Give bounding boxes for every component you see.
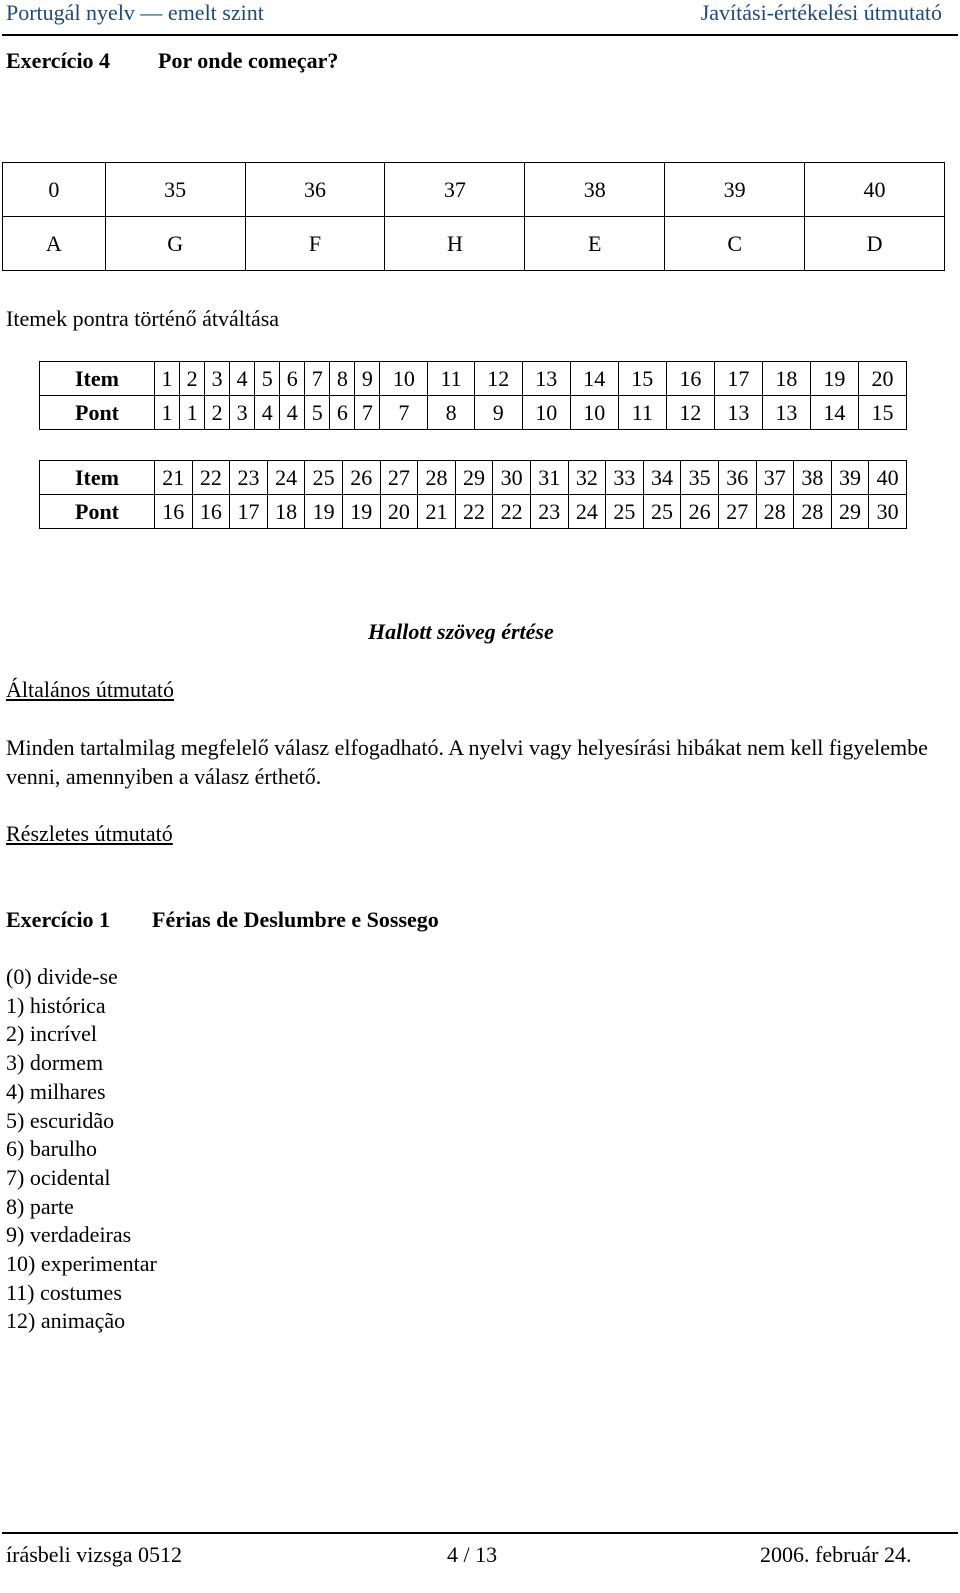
point-cell: 13 bbox=[714, 396, 762, 430]
point-cell: 12 bbox=[666, 396, 714, 430]
list-item: 11) costumes bbox=[6, 1279, 122, 1305]
point-cell: 17 bbox=[230, 495, 268, 529]
point-cell: 11 bbox=[618, 396, 666, 430]
point-cell: 4 bbox=[255, 396, 280, 430]
section-title: Hallott szöveg értése bbox=[368, 619, 554, 644]
point-cell: 7 bbox=[380, 396, 428, 430]
answer-key-number: 35 bbox=[105, 163, 245, 217]
item-cell: 31 bbox=[530, 461, 568, 495]
item-cell: 39 bbox=[831, 461, 869, 495]
point-cell: 6 bbox=[330, 396, 355, 430]
exercise4-heading bbox=[6, 48, 339, 74]
point-cell: 1 bbox=[180, 396, 205, 430]
conversion-title: Itemek pontra történő átváltása bbox=[6, 306, 280, 331]
point-cell: 22 bbox=[493, 495, 531, 529]
point-cell: 19 bbox=[305, 495, 343, 529]
item-cell: 20 bbox=[858, 362, 906, 396]
footer-rule bbox=[2, 1532, 958, 1534]
point-cell: 3 bbox=[230, 396, 255, 430]
point-cell: 24 bbox=[568, 495, 606, 529]
point-cell: 7 bbox=[355, 396, 380, 430]
answer-key-number: 0 bbox=[3, 163, 106, 217]
list-item: 4) milhares bbox=[6, 1078, 106, 1104]
item-cell: 33 bbox=[606, 461, 644, 495]
point-cell: 8 bbox=[428, 396, 474, 430]
point-cell: 26 bbox=[681, 495, 719, 529]
points-table-2 bbox=[39, 460, 907, 529]
answer-key-letter: D bbox=[805, 217, 945, 271]
item-cell: 5 bbox=[255, 362, 280, 396]
point-cell: 25 bbox=[643, 495, 681, 529]
point-cell: 10 bbox=[570, 396, 618, 430]
point-cell: 23 bbox=[530, 495, 568, 529]
answer-key-number: 39 bbox=[665, 163, 805, 217]
point-cell: 21 bbox=[418, 495, 456, 529]
point-cell: 22 bbox=[455, 495, 493, 529]
point-cell: 16 bbox=[192, 495, 230, 529]
detailed-guide-heading: Részletes útmutató bbox=[6, 821, 173, 846]
item-cell: 3 bbox=[205, 362, 230, 396]
point-cell: 20 bbox=[380, 495, 418, 529]
item-cell: 2 bbox=[180, 362, 205, 396]
exercise4-title: Por onde começar? bbox=[158, 48, 339, 73]
list-item: 7) ocidental bbox=[6, 1164, 111, 1190]
item-cell: 29 bbox=[455, 461, 493, 495]
item-cell: 36 bbox=[718, 461, 756, 495]
answer-key-numbers-row bbox=[3, 163, 945, 217]
point-cell: 2 bbox=[205, 396, 230, 430]
item-cell: 17 bbox=[714, 362, 762, 396]
list-item: 5) escuridão bbox=[6, 1107, 115, 1133]
point-cell: 30 bbox=[869, 495, 907, 529]
list-item: 3) dormem bbox=[6, 1050, 104, 1076]
item-row-header: Item bbox=[40, 362, 155, 396]
footer-page-number: 4 / 13 bbox=[447, 1542, 498, 1567]
item-cell: 26 bbox=[342, 461, 380, 495]
header-right: Javítási-értékelési útmutató bbox=[700, 0, 942, 25]
item-cell: 10 bbox=[380, 362, 428, 396]
item-cell: 40 bbox=[869, 461, 907, 495]
answer-key-letter: F bbox=[245, 217, 385, 271]
item-cell: 27 bbox=[380, 461, 418, 495]
table-row bbox=[40, 495, 907, 529]
point-cell: 16 bbox=[155, 495, 193, 529]
point-cell: 28 bbox=[794, 495, 832, 529]
point-cell: 9 bbox=[474, 396, 522, 430]
point-cell: 28 bbox=[756, 495, 794, 529]
item-cell: 30 bbox=[493, 461, 531, 495]
footer-left: írásbeli vizsga 0512 bbox=[6, 1542, 182, 1567]
item-cell: 12 bbox=[474, 362, 522, 396]
answer-key-number: 37 bbox=[385, 163, 525, 217]
list-item: 6) barulho bbox=[6, 1136, 98, 1162]
answer-key-letter: A bbox=[3, 217, 106, 271]
exercise4-label: Exercício 4 bbox=[6, 48, 111, 73]
answer-key-letters-row bbox=[3, 217, 945, 271]
footer-date: 2006. február 24. bbox=[760, 1542, 912, 1567]
point-cell: 13 bbox=[762, 396, 810, 430]
item-cell: 9 bbox=[355, 362, 380, 396]
item-cell: 34 bbox=[643, 461, 681, 495]
item-cell: 8 bbox=[330, 362, 355, 396]
item-cell: 22 bbox=[192, 461, 230, 495]
item-cell: 24 bbox=[267, 461, 305, 495]
point-cell: 4 bbox=[280, 396, 305, 430]
item-row-header: Item bbox=[40, 461, 155, 495]
item-cell: 13 bbox=[522, 362, 570, 396]
item-cell: 6 bbox=[280, 362, 305, 396]
list-item: 10) experimentar bbox=[6, 1251, 157, 1277]
header-left: Portugál nyelv — emelt szint bbox=[6, 0, 264, 25]
list-item: 9) verdadeiras bbox=[6, 1222, 132, 1248]
point-row-header: Pont bbox=[40, 396, 155, 430]
general-guide-text: Minden tartalmilag megfelelő válasz elfogadható. A nyelvi vagy helyesírási hibákat nem kell figyelembe venni, amennyiben a válasz érthető. bbox=[6, 735, 928, 789]
list-item: 1) histórica bbox=[6, 992, 106, 1018]
item-cell: 11 bbox=[428, 362, 474, 396]
answer-key-table bbox=[2, 162, 945, 271]
point-cell: 10 bbox=[522, 396, 570, 430]
table-row bbox=[40, 461, 907, 495]
item-cell: 28 bbox=[418, 461, 456, 495]
list-item: 2) incrível bbox=[6, 1021, 98, 1047]
answer-key-letter: G bbox=[105, 217, 245, 271]
exercise1-heading bbox=[6, 907, 439, 933]
answer-key-letter: C bbox=[665, 217, 805, 271]
table-row bbox=[40, 396, 907, 430]
item-cell: 37 bbox=[756, 461, 794, 495]
answer-key-number: 40 bbox=[805, 163, 945, 217]
item-cell: 32 bbox=[568, 461, 606, 495]
item-cell: 1 bbox=[155, 362, 180, 396]
item-cell: 15 bbox=[618, 362, 666, 396]
item-cell: 4 bbox=[230, 362, 255, 396]
point-cell: 5 bbox=[305, 396, 330, 430]
table-row bbox=[40, 362, 907, 396]
point-cell: 29 bbox=[831, 495, 869, 529]
point-cell: 18 bbox=[267, 495, 305, 529]
point-cell: 27 bbox=[718, 495, 756, 529]
item-cell: 14 bbox=[570, 362, 618, 396]
list-item: 12) animação bbox=[6, 1308, 126, 1334]
answer-key-number: 36 bbox=[245, 163, 385, 217]
point-cell: 15 bbox=[858, 396, 906, 430]
point-cell: 1 bbox=[155, 396, 180, 430]
general-guide-heading: Általános útmutató bbox=[6, 677, 175, 702]
answer-key-letter: H bbox=[385, 217, 525, 271]
point-cell: 14 bbox=[810, 396, 858, 430]
header-rule bbox=[2, 34, 958, 36]
exercise1-label: Exercício 1 bbox=[6, 907, 111, 932]
answer-key-letter: E bbox=[525, 217, 665, 271]
answer-key-number: 38 bbox=[525, 163, 665, 217]
item-cell: 25 bbox=[305, 461, 343, 495]
list-item: (0) divide-se bbox=[6, 964, 118, 989]
item-cell: 21 bbox=[155, 461, 193, 495]
item-cell: 18 bbox=[762, 362, 810, 396]
item-cell: 16 bbox=[666, 362, 714, 396]
item-cell: 38 bbox=[794, 461, 832, 495]
point-cell: 25 bbox=[606, 495, 644, 529]
exercise1-title: Férias de Deslumbre e Sossego bbox=[152, 907, 439, 932]
answer-list bbox=[6, 963, 157, 1336]
item-cell: 7 bbox=[305, 362, 330, 396]
item-cell: 19 bbox=[810, 362, 858, 396]
point-cell: 19 bbox=[342, 495, 380, 529]
points-table-1 bbox=[39, 361, 907, 430]
list-item: 8) parte bbox=[6, 1193, 74, 1219]
point-row-header: Pont bbox=[40, 495, 155, 529]
item-cell: 35 bbox=[681, 461, 719, 495]
item-cell: 23 bbox=[230, 461, 268, 495]
